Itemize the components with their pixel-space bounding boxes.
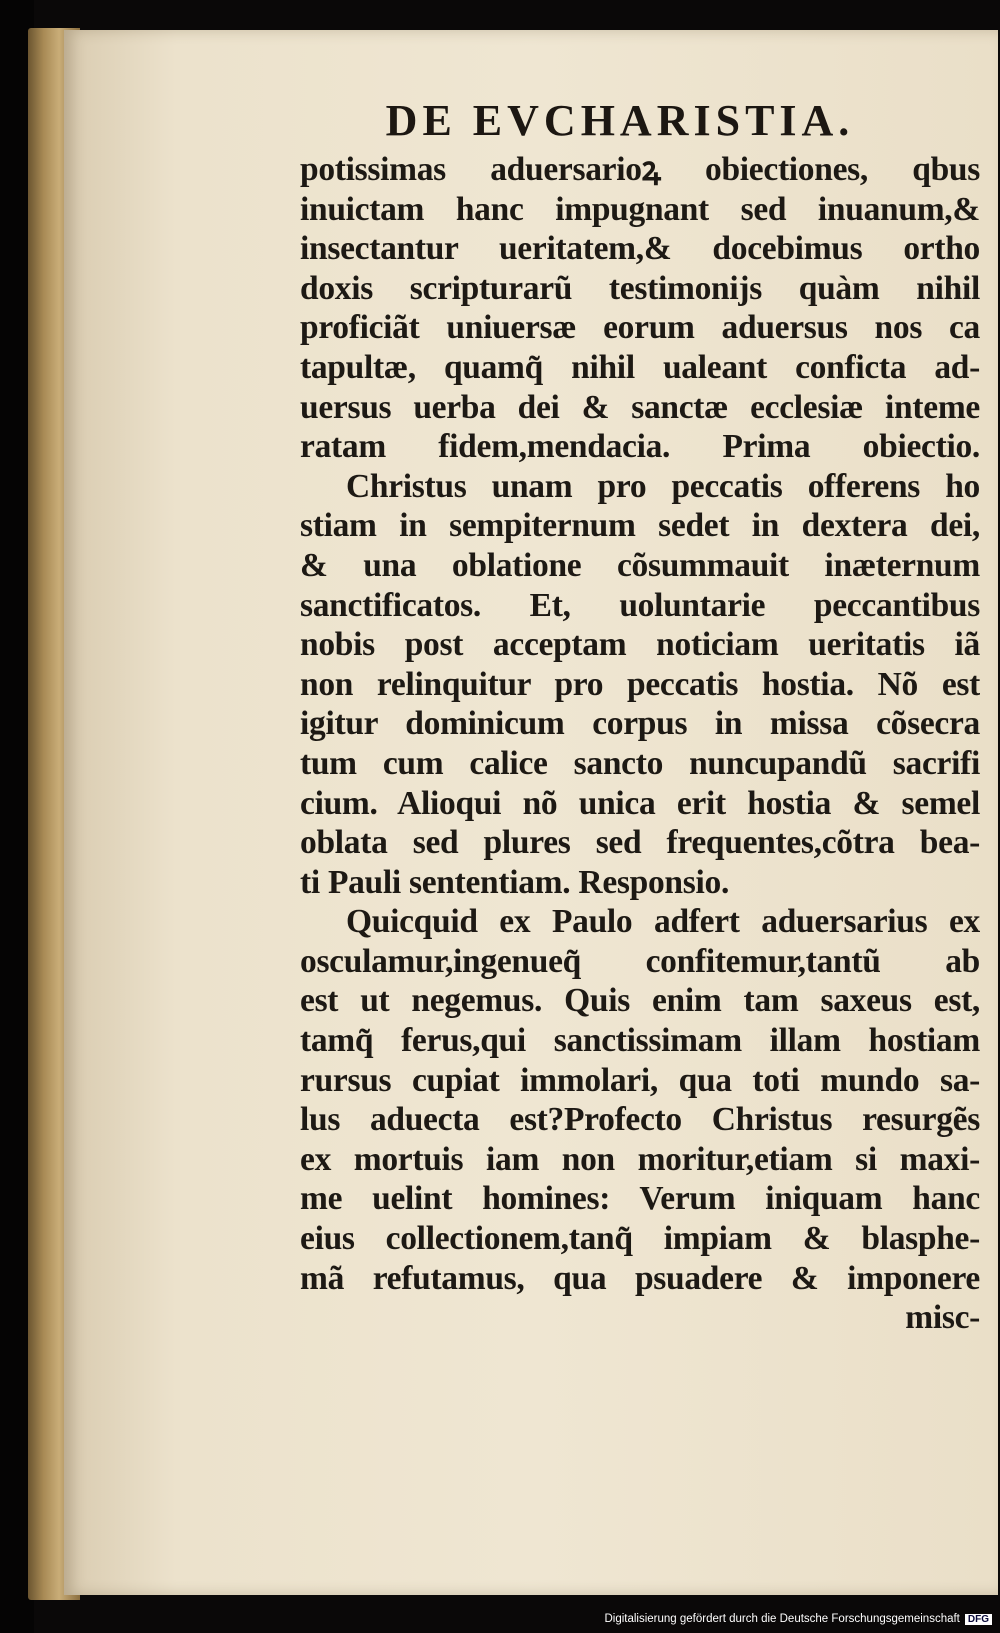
text-line: est ut negemus. Quis enim tam saxeus est, — [300, 982, 980, 1020]
text-line: tapultæ, quamq̃ nihil ualeant conficta ad- — [300, 348, 980, 386]
text-line: ti Pauli sententiam. Responsio. — [300, 863, 730, 901]
text-line: eius collectionem,tanq̃ impiam & blasphe- — [300, 1220, 980, 1258]
text-line: tum cum calice sancto nuncupandũ sacrifi — [300, 744, 980, 782]
text-line: me uelint homines: Verum iniquam hanc — [300, 1180, 980, 1218]
text-line: potissimas aduersarioꝝ obiectiones, qbus — [300, 151, 980, 188]
text-line: & una oblatione cõsummauit inæternum — [300, 546, 980, 584]
text-line: Quicquid ex Paulo adfert aduersarius ex — [346, 903, 980, 941]
text-line: osculamur,ingenueq̃ confitemur,tantũ ab — [300, 942, 980, 980]
text-line: inuictam hanc impugnant sed inuanum,& — [300, 190, 980, 228]
text-line: tamq̃ ferus,qui sanctissimam illam hostiam — [300, 1022, 980, 1060]
body-text — [300, 150, 980, 1338]
text-line: proficiãt uniuersæ eorum aduersus nos ca — [300, 309, 980, 347]
dfg-logo: DFG — [965, 1614, 992, 1625]
text-line: rursus cupiat immolari, qua toti mundo sa- — [300, 1061, 980, 1099]
text-line: lus aduecta est?Profecto Christus resurgẽs — [300, 1101, 980, 1139]
credit-text: Digitalisierung gefördert durch die Deutsche Forschungsgemeinschaft — [604, 1613, 960, 1625]
text-line: igitur dominicum corpus in missa cõsecra — [300, 705, 980, 743]
text-line: Christus unam pro peccatis offerens ho — [346, 467, 980, 505]
text-line: cium. Alioqui nõ unica erit hostia & semel — [300, 784, 980, 822]
text-line: ex mortuis iam non moritur,etiam si maxi- — [300, 1140, 980, 1178]
catchword: misc- — [905, 1299, 980, 1337]
text-line: oblata sed plures sed frequentes,cõtra bea- — [300, 824, 980, 862]
digitization-credit — [604, 1613, 992, 1625]
text-line: ratam fidem,mendacia. Prima obiectio. — [300, 428, 980, 466]
text-line: non relinquitur pro peccatis hostia. Nõ est — [300, 665, 980, 703]
text-line: sanctificatos. Et, uoluntarie peccantibus — [300, 586, 980, 624]
text-line: doxis scripturarũ testimonijs quàm nihil — [300, 269, 980, 307]
text-line: insectantur ueritatem,& docebimus ortho — [300, 230, 980, 268]
text-line: mã refutamus, qua psuadere & imponere — [300, 1259, 980, 1297]
text-line: uersus uerba dei & sanctæ ecclesiæ inteme — [300, 388, 980, 426]
text-line: nobis post acceptam noticiam ueritatis iã — [300, 626, 980, 664]
text-line: stiam in sempiternum sedet in dextera dei, — [300, 507, 980, 545]
page-heading: DE EVCHARISTIA. — [385, 96, 855, 145]
